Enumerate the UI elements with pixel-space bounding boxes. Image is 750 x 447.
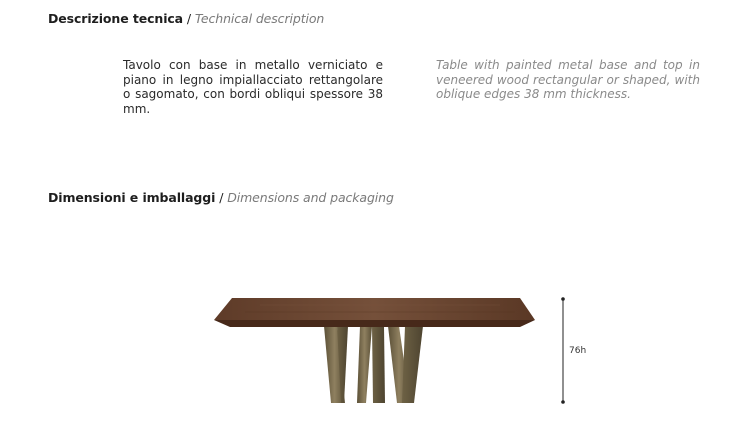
height-dimension-label: 76h [569,346,587,356]
heading-separator: / [183,11,195,26]
description-italian: Tavolo con base in metallo verniciato e piano in legno impiallacciato rettangolare o sagomato, con bordi obliqui spessore 38 mm. [123,58,383,116]
heading-italian: Dimensioni e imballaggi [48,190,216,205]
base-leg [357,326,372,403]
table-base [324,326,423,403]
heading-italian: Descrizione tecnica [48,11,184,26]
table-top-edge [214,320,535,327]
table-top-surface [214,298,535,320]
height-dimension-line [561,297,565,404]
base-leg [402,326,423,403]
heading-separator: / [215,190,228,205]
base-leg [372,326,385,403]
table-top [214,298,535,327]
heading-english: Technical description [194,11,325,26]
description-english: Table with painted metal base and top in veneered wood rectangular or shaped, with oblique edges 38 mm thickness. [436,58,700,101]
heading-english: Dimensions and packaging [227,190,394,205]
